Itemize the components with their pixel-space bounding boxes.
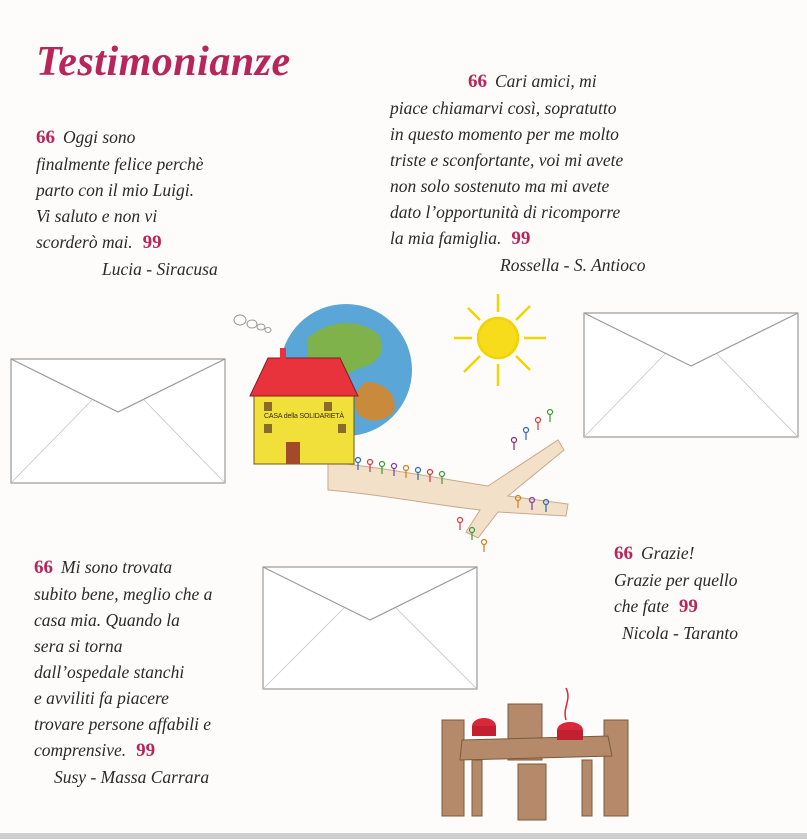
house-sign: CASA della SOLIDARIETÀ [264, 413, 344, 420]
house-icon [250, 348, 358, 464]
testimonial-text: 66 Oggi sono finalmente felice perchè parto con il mio Luigi. Vi saluto e non vi scorderò mai. 99 [36, 127, 204, 253]
close-quote-icon: 99 [142, 232, 162, 253]
open-quote-icon: 66 [614, 543, 633, 564]
testimonial-text: 66 Cari amici, mi piace chiamarvi così, sopratutto in questo momento per me molto triste e sconfortante, voi mi avete non solo sostenuto ma mi avete dato l’opportunità di ricomporre la mia famiglia. 99 [390, 71, 624, 249]
close-quote-icon: 99 [678, 596, 698, 617]
testimonial-susy [34, 554, 294, 790]
close-quote-icon: 99 [511, 228, 531, 249]
envelope-icon [583, 312, 799, 438]
envelope-icon [262, 566, 478, 690]
testimonial-author: Rossella - S. Antioco [500, 255, 646, 275]
testimonial-text: 66 Mi sono trovata subito bene, meglio che a casa mia. Quando la sera si torna dall’ospedale stanchi e avviliti fa piacere trovare persone affabili e comprensive. 99 [34, 557, 213, 761]
testimonial-nicola [614, 540, 794, 646]
sun-icon [454, 294, 546, 386]
testimonial-text: 66 Grazie! Grazie per quello che fate 99 [614, 543, 738, 617]
close-quote-icon: 99 [136, 740, 156, 761]
testimonial-author: Nicola - Taranto [622, 623, 739, 643]
page-title: Testimonianze [36, 39, 291, 85]
testimonial-author: Lucia - Siracusa [102, 259, 218, 279]
testimonial-rossella [390, 68, 690, 278]
envelope-icon [10, 358, 226, 484]
testimonial-lucia [36, 124, 266, 282]
bottom-divider [0, 833, 807, 839]
table-icon [442, 704, 628, 820]
illustration-house-globe [228, 290, 578, 560]
open-quote-icon: 66 [34, 557, 53, 578]
illustration-table-chairs [432, 684, 638, 824]
open-quote-icon: 66 [468, 71, 487, 92]
testimonial-author: Susy - Massa Carrara [54, 767, 210, 787]
open-quote-icon: 66 [36, 127, 55, 148]
smoke-icon [234, 315, 271, 333]
